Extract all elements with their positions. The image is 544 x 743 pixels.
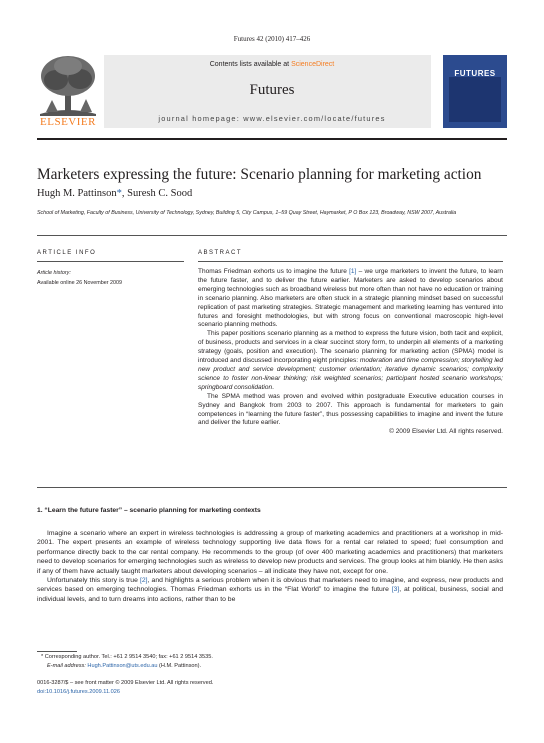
abstract-paragraph-1: Thomas Friedman exhorts us to imagine the future [1] – we urge marketers to invent the future, to learn the future faster, and to deliver the future earlier. Marketers are asked to develop scenarios about emerging technologies such as broadband wireless but more often than not have no education or training in scenario planning. Also marketers are often stuck in a strategic planning mindset based on successful replication of past marketing strategies. Strategic management and marketing learning has ventured into futures and foresight methodologies, but with strong focus on conventional macroscopic high-level scenario planning methods. (198, 268, 503, 329)
abstract-text (198, 268, 503, 437)
history-value: Available online 26 November 2009 (37, 280, 123, 286)
citation-link[interactable]: [2] (139, 577, 148, 585)
doi-link[interactable]: doi:10.1016/j.futures.2009.11.026 (37, 688, 120, 695)
header-rule (37, 138, 507, 140)
section-1-heading: 1. “Learn the future faster” – scenario planning for marketing contexts (37, 507, 261, 514)
sciencedirect-link[interactable]: ScienceDirect (291, 61, 335, 68)
journal-cover-thumbnail (443, 55, 507, 128)
citation-link[interactable]: [1] (349, 268, 357, 275)
issn-line: 0016-3287/$ – see front matter © 2009 Elsevier Ltd. All rights reserved. (37, 680, 214, 686)
author-second: , Suresh C. Sood (121, 188, 193, 199)
journal-name: Futures (249, 82, 295, 98)
journal-homepage[interactable]: journal homepage: www.elsevier.com/locate/futures (158, 114, 386, 123)
email-note: E-mail address: Hugh.Pattinson@uts.edu.au (H.M. Pattinson). (47, 662, 202, 669)
page-footer (37, 679, 213, 696)
elsevier-wordmark: ELSEVIER (40, 116, 96, 128)
email-link[interactable]: Hugh.Pattinson@uts.edu.au (87, 662, 158, 669)
section-1-body (37, 529, 503, 604)
cover-panel (449, 77, 501, 122)
article-info-heading: ARTICLE INFO (37, 250, 97, 256)
cover-title: FUTURES (454, 69, 496, 78)
affiliation-rule (37, 235, 507, 236)
corresponding-author-marker[interactable]: * (116, 188, 122, 199)
abstract-paragraph-2: This paper positions scenario planning as a method to express the future vision, both tacit and explicit, of business, products and services in a clear succinct story form, to underpin all elements of a marketing strategy (goals, position and execution). The scenario planning for marketing action (SPMA) model is introduced and discussed incorporating eight principles: moderation and time compression; storytelling led new product and service development; customer orientation; iterative dynamic scenarios; complexity science to foster non-linear thinking; risk weighted scenarios; participant hosted scenario workshops; springboard consolidation. (198, 330, 503, 391)
article-title: Marketers expressing the future: Scenario planning for marketing action (37, 166, 482, 183)
author-affiliation: School of Marketing, Faculty of Business, University of Technology, Sydney, Building 5, City Campus, 1–59 Quay Street, Haymarket, P O Box 123, Broadway, NSW 2007, Australia (37, 210, 457, 216)
corresponding-author-note: * Corresponding author. Tel.: +61 2 9514 3540; fax: +61 2 9514 3535. (41, 654, 213, 660)
body-paragraph-1: Imagine a scenario where an expert in wireless technologies is addressing a group of marketing academics and practitioners at a workshop in mid-2001. The expert presents an example of wireless technology supporting live data flows for a rental car related to speed; fuel consumption and performance directly back to the car rental company. He recommends to the group (of over 400 marketing academics and practitioners) that marketers need to develop scenarios for emerging technologies such as wireless to develop new products and services. The group looks at him blankly. He then asks if any of them have actually taught marketers about developing scenarios – all indicate they have not, except for one. (37, 530, 503, 575)
article-history (37, 268, 122, 288)
citation-link[interactable]: [3] (391, 586, 400, 594)
abstract-rule (198, 261, 503, 262)
contents-prefix: Contents lists available at (209, 61, 292, 68)
abstract-heading: ABSTRACT (198, 250, 243, 256)
footnote (37, 653, 503, 670)
footnote-rule (37, 651, 77, 652)
abstract-end-rule (37, 487, 507, 488)
history-label: Article history: (37, 270, 71, 276)
body-paragraph-2: Unfortunately this story is true [2], and highlights a serious problem when it is obvious that marketers need to imagine, and express, new products and services based on emerging technologies. Thomas Friedman exhorts us in the “Flat World” to imagine the future [3], at political, business, social and individual levels, and to turn dreams into actions, rather than to be (37, 577, 504, 603)
author-first: Hugh M. Pattinson (37, 188, 117, 199)
abstract-paragraph-3: The SPMA method was proven and evolved within postgraduate Executive education courses in Sydney and Bangkok from 2003 to 2007. This approach is fundamental for marketers to gain competences in “learning the future faster”, thus possessing capabilities to imagine and invent the future and deliver the future earlier. (198, 392, 503, 427)
abstract-copyright: © 2009 Elsevier Ltd. All rights reserved. (389, 428, 503, 436)
article-info-rule (37, 261, 184, 262)
article-authors (37, 188, 192, 199)
journal-reference: Futures 42 (2010) 417–426 (233, 35, 311, 43)
